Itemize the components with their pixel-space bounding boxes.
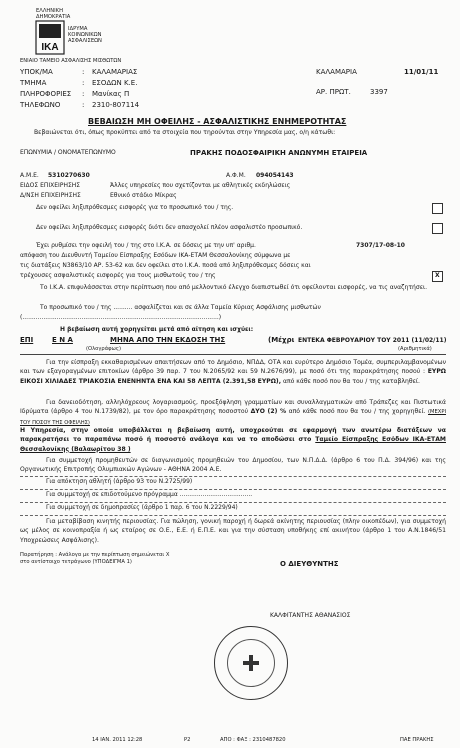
checkbox-3[interactable]: X: [432, 271, 443, 282]
validity-until: (Μέχρι: [268, 336, 295, 344]
org-line2: ΔΗΜΟΚΡΑΤΙΑ: [36, 14, 71, 20]
item-1: Για συμμετοχή προμηθευτών σε διαγωνισμούς προμηθειών του Δημοσίου, των Ν.Π.Δ.Δ. (άρθρο 6 του Π.Δ. 394/96) και της Οργανωτικής Επιτροπής Ολυμπιακών Αγώνων - ΑΘΗΝΑ 2004 Α.Ε.: [20, 457, 446, 474]
tilefono-value: 2310-807114: [92, 101, 140, 109]
validity-sub1: (Ολογράφως): [86, 346, 121, 352]
reserve-text: Το Ι.Κ.Α. επιφυλάσσεται στην περίπτωση που από μελλοντικό έλεγχο διαπιστωθεί ότι οφείλονται εισφορές, να τις αναζητήσει.: [40, 284, 428, 291]
checkbox-2[interactable]: [432, 223, 443, 234]
eidos-value: Άλλες υπηρεσίες που σχετίζονται με αθλητικές εκδηλώσεις: [110, 182, 291, 189]
ika-logo: [35, 20, 65, 55]
ypokatastima-label: ΥΠΟΚ/ΜΑ: [20, 68, 53, 76]
validity-text: ΜΗΝΑ ΑΠΟ ΤΗΝ ΕΚΔΟΣΗ ΤΗΣ: [110, 336, 226, 344]
org-line1: ΕΛΛΗΝΙΚΗ: [36, 8, 63, 14]
check-label-2: Δεν οφείλει ληξιπρόθεσμες εισφορές διότι δεν απασχολεί πλέον ασφαλιστέο προσωπικό.: [36, 224, 303, 231]
fax-from: ΑΠΟ : ΦΑΞ : 2310487820: [220, 737, 286, 743]
checkbox-1[interactable]: [432, 203, 443, 214]
dots-line: (.......................................................................................................): [20, 314, 222, 321]
validity-period: Ε Ν Α: [52, 336, 73, 344]
rythmisi-number: 7307/17-08-10: [356, 242, 405, 249]
validity-extra: ΕΝΤΕΚΑ ΦΕΒΡΟΥΑΡΙΟΥ ΤΟΥ 2011 (11/02/11): [298, 337, 447, 344]
item-4: Για συμμετοχή σε δημοπρασίες (άρθρο 1 παρ. 6 του Ν.2229/94): [46, 504, 238, 511]
item-3: Για συμμετοχή σε επιδοτούμενο πρόγραμμα ......................................: [46, 491, 253, 498]
signature-name: ΚΑΛΦΙΤΑΝΤΗΣ ΑΘΑΝΑΣΙΟΣ: [270, 612, 351, 619]
official-stamp: [214, 626, 288, 700]
date: 11/01/11: [404, 68, 439, 76]
ame-label: Α.Μ.Ε.: [20, 172, 39, 179]
dnsi-value: Εθνικό στάδιο Μίκρας: [110, 192, 177, 199]
insured-line: Το προσωπικό του / της .......... ασφαλίζεται και σε άλλα Ταμεία Κύριας Ασφάλισης μισθωτών: [40, 304, 321, 311]
org-line5: ΑΣΦΑΛΙΣΕΩΝ: [68, 38, 102, 44]
dnsi-label: Δ/ΝΣΗ ΕΠΙΧΕΙΡΗΣΗΣ: [20, 192, 81, 199]
document-page: ΕΛΛΗΝΙΚΗ ΔΗΜΟΚΡΑΤΙΑ ΙΚΑ ΙΔΡΥΜΑ ΚΟΙΝΩΝΙΚΩΝ ΑΣΦΑΛΙΣΕΩΝ ΕΝΙΑΙΟ ΤΑΜΕΙΟ ΑΣΦΑΛΙΣΗΣ ΜΙΣΘΩΤΩΝ ΥΠΟΚ/ΜΑ : ΚΑΛΑΜΑΡΙΑΣ ΤΜΗΜΑ : ΕΣΟΔΩΝ Κ.Ε. ΠΛΗΡΟΦΟΡΙΕΣ : Μανίκας Π ΤΗΛΕΦΩΝΟ : 2310-807114 ΚΑΛΑΜΑΡΙΑ 11/01/11 ΑΡ. ΠΡΩΤ. 3397 ΒΕΒΑΙΩΣΗ ΜΗ ΟΦΕΙΛΗΣ - ΑΣΦΑΛΙΣΤΙΚΗΣ ΕΝΗΜΕΡΟΤΗΤΑΣ Βεβαιώνεται ότι, όπως προκύπτει από τα στοιχεία που τηρούνται στην Υπηρεσία μας, ο/η κάτωθι: ΕΠΩΝΥΜΙΑ / ΟΝΟΜΑΤΕΠΩΝΥΜΟ ΠΡΑΚΗΣ ΠΟΔΟΣΦΑΙΡΙΚΗ ΑΝΩΝΥΜΗ ΕΤΑΙΡΕΙΑ Α.Μ.Ε. 5310270630 Α.Φ.Μ. 094054143 ΕΙΔΟΣ ΕΠΙΧΕΙΡΗΣΗΣ Άλλες υπηρεσίες που σχετίζονται με αθλητικές εκδηλώσεις Δ/ΝΣΗ ΕΠΙΧΕΙΡΗΣΗΣ Εθνικό στάδιο Μίκρας Δεν οφείλει ληξιπρόθεσμες εισφορές για το προσωπικό του / της. Δεν οφείλει ληξιπρόθεσμες εισφορές διότι δεν απασχολεί πλέον ασφαλιστέο προσωπικό. Έχει ρυθμίσει την οφειλή του / της στο Ι.Κ.Α. σε δόσεις με την υπ' αριθμ. 7307/17-08-10 απόφαση του Διευθυντή Ταμείου Είσπραξης Εσόδων ΙΚΑ-ΕΤΑΜ Θεσσαλονίκης σύμφωνα με τις διατάξεις Ν3863/10 ΑΡ. 53-62 και δεν οφείλει στο Ι.Κ.Α. ποσά από ληξιπρόθεσμες δόσεις και τρέχουσες ασφαλιστικές εισφορές για τους μισθωτούς του / της X Το Ι.Κ.Α. επιφυλάσσεται στην περίπτωση που από μελλοντικό έλεγχο διαπιστωθεί ότι οφείλονται εισφορές, να τις αναζητήσει. Το προσωπικό του / της .......... ασφαλίζεται και σε άλλα Ταμεία Κύριας Ασφάλισης μισθωτών (.......................................................................................................) Η βεβαίωση αυτή χορηγείται μετά από αίτηση και ισχύει: ΕΠΙ Ε Ν Α ΜΗΝΑ ΑΠΟ ΤΗΝ ΕΚΔΟΣΗ ΤΗΣ (Μέχρι ΕΝΤΕΚΑ ΦΕΒΡΟΥΑΡΙΟΥ ΤΟΥ 2011 (11/02/11) (Ολογράφως) (Αριθμητικά) Για την είσπραξη εκκαθαρισμένων απαιτήσεων από το Δημόσιο, ΝΠΔΔ, ΟΤΑ και ευρύτερο Δημόσιο Τομέα, συμπεριλαμβανομένων και των εξαγοραγμένων επιτοκίων (άρθρο 39 παρ. 7 του Ν.2065/92 και 59 Ν.2676/99), με ποσό ότι της παρακράτησης ποσού : ΕΥΡΩ ΕΙΚΟΣΙ ΧΙΛΙΑΔΕΣ ΤΡΙΑΚΟΣΙΑ ΕΝΕΝΗΝΤΑ ΕΝΑ ΚΑΙ 58 ΛΕΠΤΑ (2.391,58 ΕΥΡΩ), από κάθε ποσό που θα του / της καταβληθεί. Για δανειοδότηση, αλληλόχρεους λογαριασμούς, προεξόφληση γραμματίων και συναλλαγματικών από Τράπεζες και Πιστωτικά Ιδρύματα (άρθρο 4 του Ν.1739/82), με τον όρο παρακράτησης ποσοστού ΔΥΟ (2) % από κάθε ποσό που θα του / της χορηγηθεί. (ΜΕΧΡΙ ΤΟΥ ΠΟΣΟΥ ΤΗΣ ΟΦΕΙΛΗΣ) Η Υπηρεσία, στην οποία υποβάλλεται η βεβαίωση αυτή, υποχρεούται σε εφαρμογή των ανωτέρω διατάξεων να παρακρατήσει το παραπάνω ποσό ή ποσοστό ανάλογα και να το αποδώσει στο Ταμείο Είσπραξης Εσόδων ΙΚΑ-ΕΤΑΜ Θεσσαλονίκης (Βαλαωρίτου 38 ) Για συμμετοχή προμηθευτών σε διαγωνισμούς προμηθειών του Δημοσίου, των Ν.Π.Δ.Δ. (άρθρο 6 του Π.Δ. 394/96) και της Οργανωτικής Επιτροπής Ολυμπιακών Αγώνων - ΑΘΗΝΑ 2004 Α.Ε. Για απόκτηση αθλητή (άρθρο 93 του Ν.2725/99) Για συμμετοχή σε επιδοτούμενο πρόγραμμα ...................................... Για συμμετοχή σε δημοπρασίες (άρθρο 1 παρ. 6 του Ν.2229/94) Για μεταβίβαση κινητής περιουσίας. Για πώληση, γονική παροχή ή δωρεά ακίνητης περιουσίας (πλην οικοπέδων), για συμμετοχή ως μέλος σε κοινοπραξία ή ως εταίρος σε Ο.Ε., Ε.Ε. ή Ε.Π.Ε. και για την σύσταση υποθήκης επί ακινήτου (άρθρο 1 του Α.Ν.1846/51 Υποχρεώσεις Ασφάλισης). Παρατήρηση : Ανάλογα με την περίπτωση σημειώνεται Χ στο αντίστοιχο τετράγωνο (ΥΠΟΔΕΙΓΜΑ 1) Ο ΔΙΕΥΘΥΝΤΗΣ ΚΑΛΦΙΤΑΝΤΗΣ ΑΘΑΝΑΣΙΟΣ 14 ΙΑΝ. 2011 12:28 P2 ΑΠΟ : ΦΑΞ : 2310487820 ΠΑΕ ΠΡΑΚΗΣ: [0, 0, 460, 748]
fax-to: ΠΑΕ ΠΡΑΚΗΣ: [400, 737, 434, 743]
intro-text: Βεβαιώνεται ότι, όπως προκύπτει από τα στοιχεία που τηρούνται στην Υπηρεσία μας, ο/η κάτωθι:: [34, 129, 336, 136]
svg-text:ΙΚΑ: ΙΚΑ: [41, 42, 59, 53]
rythmisi-text3: τρέχουσες ασφαλιστικές εισφορές για τους μισθωτούς του / της: [20, 272, 216, 279]
document-title: ΒΕΒΑΙΩΣΗ ΜΗ ΟΦΕΙΛΗΣ - ΑΣΦΑΛΙΣΤΙΚΗΣ ΕΝΗΜΕΡΟΤΗΤΑΣ: [88, 117, 347, 126]
fax-time: 14 ΙΑΝ. 2011 12:28: [92, 737, 143, 743]
paragraph-3: Η Υπηρεσία, στην οποία υποβάλλεται η βεβαίωση αυτή, υποχρεούται σε εφαρμογή των ανωτέρω διατάξεων να παρακρατήσει το παραπάνω ποσό ή ποσοστό ανάλογα και να το αποδώσει στο Ταμείο Είσπραξης Εσόδων ΙΚΑ-ΕΤΑΜ Θεσσαλονίκης (Βαλαωρίτου 38 ): [20, 427, 446, 453]
ar-prot-value: 3397: [370, 88, 388, 96]
pliroforiee-label: ΠΛΗΡΟΦΟΡΙΕΣ: [20, 90, 72, 98]
ar-prot-label: ΑΡ. ΠΡΩΤ.: [316, 88, 351, 96]
fax-page: P2: [184, 737, 191, 743]
afm-label: Α.Φ.Μ.: [226, 172, 246, 179]
validity-sub2: (Αριθμητικά): [398, 346, 432, 352]
rythmisi-text1: απόφαση του Διευθυντή Ταμείου Είσπραξης Εσόδων ΙΚΑ-ΕΤΑΜ Θεσσαλονίκης σύμφωνα με: [20, 252, 291, 259]
fax-header: [0, 734, 460, 748]
divider: [20, 354, 446, 355]
item-5: Για μεταβίβαση κινητής περιουσίας. Για πώληση, γονική παροχή ή δωρεά ακίνητης περιουσίας (πλην οικοπέδων), για συμμετοχή ως μέλος σε κοινοπραξία ή ως εταίρος σε Ο.Ε., Ε.Ε. ή Ε.Π.Ε. και για την σύσταση υποθήκης επί ακινήτου (άρθρο 1 του Α.Ν.1846/51 Υποχρεώσεις Ασφάλισης).: [20, 518, 446, 544]
paragraph-1: Για την είσπραξη εκκαθαρισμένων απαιτήσεων από το Δημόσιο, ΝΠΔΔ, ΟΤΑ και ευρύτερο Δημόσιο Τομέα, συμπεριλαμβανομένων και των εξαγοραγμένων επιτοκίων (άρθρο 39 παρ. 7 του Ν.2065/92 και 59 Ν.2676/99), με ποσό ότι της παρακράτησης ποσού : ΕΥΡΩ ΕΙΚΟΣΙ ΧΙΛΙΑΔΕΣ ΤΡΙΑΚΟΣΙΑ ΕΝΕΝΗΝΤΑ ΕΝΑ ΚΑΙ 58 ΛΕΠΤΑ (2.391,58 ΕΥΡΩ), από κάθε ποσό που θα του / της καταβληθεί.: [20, 359, 446, 385]
pliroforiee-value: Μανίκας Π: [92, 90, 130, 98]
org-subtitle: ΕΝΙΑΙΟ ΤΑΜΕΙΟ ΑΣΦΑΛΙΣΗΣ ΜΙΣΘΩΤΩΝ: [20, 58, 122, 64]
tmima-value: ΕΣΟΔΩΝ Κ.Ε.: [92, 79, 138, 87]
validity-prefix: ΕΠΙ: [20, 336, 34, 344]
check-label-1: Δεν οφείλει ληξιπρόθεσμες εισφορές για το προσωπικό του / της.: [36, 204, 234, 211]
eidos-label: ΕΙΔΟΣ ΕΠΙΧΕΙΡΗΣΗΣ: [20, 182, 81, 189]
remark: Παρατήρηση : Ανάλογα με την περίπτωση σημειώνεται Χ στο αντίστοιχο τετράγωνο (ΥΠΟΔΕΙΓΜΑ 1): [20, 552, 170, 565]
paragraph-2: Για δανειοδότηση, αλληλόχρεους λογαριασμούς, προεξόφληση γραμματίων και συναλλαγματικών από Τράπεζες και Πιστωτικά Ιδρύματα (άρθρο 4 του Ν.1739/82), με τον όρο παρακράτησης ποσοστού ΔΥΟ (2) % από κάθε ποσό που θα του / της χορηγηθεί. (ΜΕΧΡΙ ΤΟΥ ΠΟΣΟΥ ΤΗΣ ΟΦΕΙΛΗΣ): [20, 399, 447, 426]
item-2: Για απόκτηση αθλητή (άρθρο 93 του Ν.2725/99): [46, 478, 193, 485]
org-line3: ΙΔΡΥΜΑ: [68, 26, 88, 32]
signature-title: Ο ΔΙΕΥΘΥΝΤΗΣ: [280, 560, 339, 568]
name-value: ΠΡΑΚΗΣ ΠΟΔΟΣΦΑΙΡΙΚΗ ΑΝΩΝΥΜΗ ΕΤΑΙΡΕΙΑ: [190, 149, 368, 157]
afm-value: 094054143: [256, 172, 294, 179]
tilefono-label: ΤΗΛΕΦΩΝΟ: [20, 101, 61, 109]
name-label: ΕΠΩΝΥΜΙΑ / ΟΝΟΜΑΤΕΠΩΝΥΜΟ: [20, 149, 116, 156]
org-line4: ΚΟΙΝΩΝΙΚΩΝ: [68, 32, 102, 38]
ypokatastima-value: ΚΑΛΑΜΑΡΙΑΣ: [92, 68, 138, 76]
tmima-label: ΤΜΗΜΑ: [20, 79, 47, 87]
check-label-3: Έχει ρυθμίσει την οφειλή του / της στο Ι.Κ.Α. σε δόσεις με την υπ' αριθμ.: [36, 242, 256, 249]
rythmisi-text2: τις διατάξεις Ν3863/10 ΑΡ. 53-62 και δεν οφείλει στο Ι.Κ.Α. ποσά από ληξιπρόθεσμες δόσεις και: [20, 262, 311, 269]
place: ΚΑΛΑΜΑΡΙΑ: [316, 68, 357, 76]
ame-value: 5310270630: [48, 172, 90, 179]
issued-text: Η βεβαίωση αυτή χορηγείται μετά από αίτηση και ισχύει:: [60, 326, 254, 333]
